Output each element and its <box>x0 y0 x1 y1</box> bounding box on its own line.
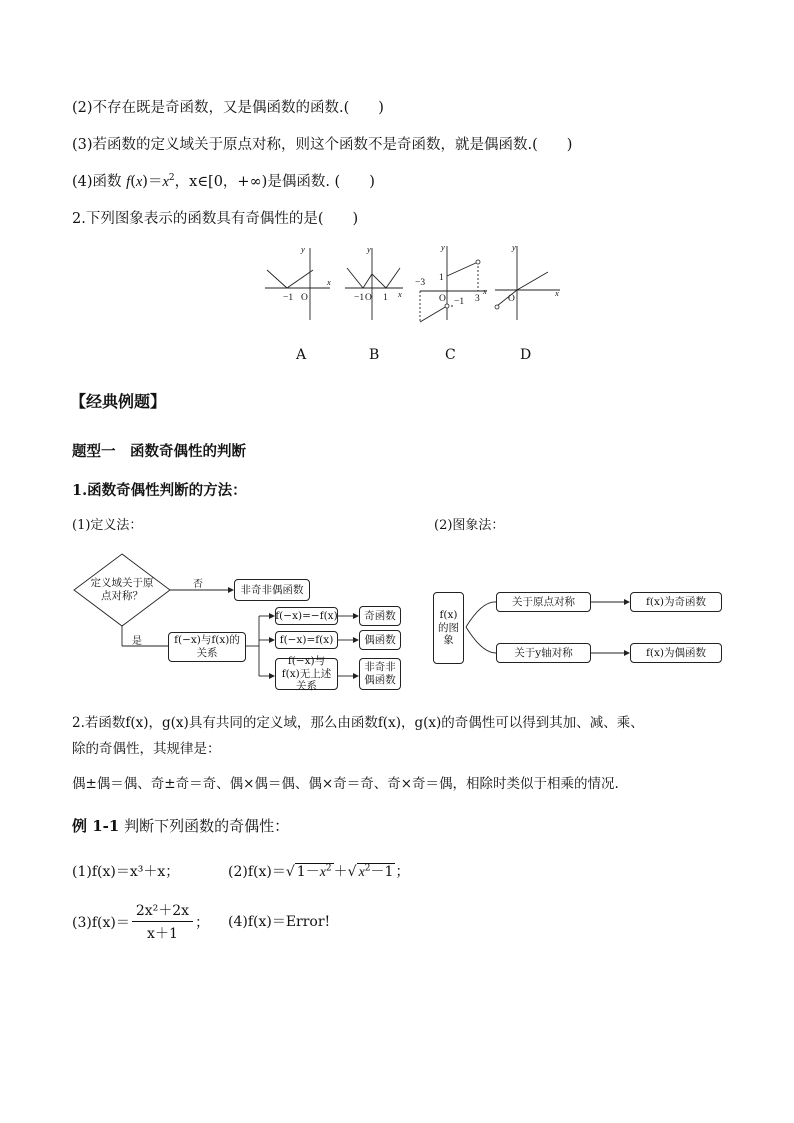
svg-text:O: O <box>439 294 446 304</box>
example-3-fraction <box>132 900 193 943</box>
graph-start-box: f(x)的图象 <box>433 592 464 664</box>
example-1: (1)f(x)＝x³＋x； <box>72 864 180 880</box>
svg-text:x: x <box>555 288 559 298</box>
example-number: 例 1-1 <box>72 817 120 835</box>
example-3-prefix: (3)f(x)＝ <box>72 914 130 931</box>
svg-text:y: y <box>441 242 445 252</box>
example-2: (2)f(x)＝√ $1-x^2$ ＋√ $x^2-1$ ； <box>228 863 410 880</box>
example-2-prefix: (2)f(x)＝ <box>228 864 286 880</box>
svg-text:O: O <box>508 294 515 304</box>
option-graphs <box>255 238 575 328</box>
definition-method-label: (1)定义法： <box>72 518 143 533</box>
example-3 <box>72 900 209 943</box>
option-c-label: C <box>445 347 456 363</box>
no-label: 否 <box>193 579 203 590</box>
svg-text:x: x <box>327 277 331 287</box>
condition-none-box: f(−x)与f(x)无上述关系 <box>275 658 338 690</box>
svg-text:−1: −1 <box>454 297 465 307</box>
question-4-suffix: ，x∈[0，+∞)是偶函数. ( ) <box>174 174 375 190</box>
example-instruction: 判断下列函数的奇偶性： <box>119 817 290 835</box>
not-odd-not-even-box: 非奇非偶函数 <box>234 579 310 601</box>
question-3: (3)若函数的定义域关于原点对称，则这个函数不是奇函数，就是偶函数.( ) <box>72 137 573 153</box>
question-4-formula: f <box>126 174 131 190</box>
option-b-label: B <box>369 347 380 363</box>
svg-text:y: y <box>367 244 371 254</box>
section-title: 【经典例题】 <box>70 392 167 411</box>
svg-text:O: O <box>301 293 308 303</box>
svg-text:−3: −3 <box>415 278 426 288</box>
svg-text:−1: −1 <box>354 293 365 303</box>
condition-odd-box: f(−x)=−f(x) <box>275 607 338 625</box>
option-d-label: D <box>520 347 532 363</box>
question-4-prefix: (4)函数 <box>72 174 127 190</box>
result-even-box: 偶函数 <box>359 630 401 650</box>
svg-text:x: x <box>483 286 487 296</box>
question-2-2: 2.下列图象表示的函数具有奇偶性的是( ) <box>72 211 359 227</box>
relation-box: f(−x)与f(x)的关系 <box>168 632 246 662</box>
fraction-numerator: 2x²＋2x <box>132 900 193 922</box>
option-a-label: A <box>296 347 307 363</box>
svg-text:y: y <box>512 242 516 252</box>
even-function-box: f(x)为偶函数 <box>630 643 722 663</box>
rule-line-3: 偶±偶＝偶、奇±奇＝奇、偶×偶＝偶、偶×奇＝奇、奇×奇＝偶，相除时类似于相乘的情况. <box>72 776 619 792</box>
svg-text:O: O <box>365 293 372 303</box>
graph-method-label: (2)图象法： <box>434 518 505 533</box>
svg-text:1: 1 <box>383 293 388 303</box>
rule-line-1: 2.若函数f(x)，g(x)具有共同的定义域，那么由函数f(x)，g(x)的奇偶性可以得到其加、减、乘、 <box>72 715 644 731</box>
svg-text:1: 1 <box>439 273 444 283</box>
domain-symmetric-decision: 定义域关于原点对称？ <box>90 577 154 602</box>
result-odd-box: 奇函数 <box>359 606 401 626</box>
origin-symmetric-box: 关于原点对称 <box>496 592 591 612</box>
rule-line-2: 除的奇偶性，其规律是： <box>72 741 221 757</box>
svg-text:−1: −1 <box>283 293 294 303</box>
odd-function-box: f(x)为奇函数 <box>630 592 722 612</box>
question-2: (2)不存在既是奇函数，又是偶函数的函数.( ) <box>72 100 384 116</box>
example-4: (4)f(x)＝Error! <box>228 914 331 930</box>
example-title <box>72 815 289 836</box>
svg-text:y: y <box>301 244 305 254</box>
condition-even-box: f(−x)=f(x) <box>275 631 338 649</box>
result-neither-box: 非奇非偶函数 <box>359 658 401 690</box>
y-axis-symmetric-box: 关于y轴对称 <box>496 643 591 663</box>
method-title: 1.函数奇偶性判断的方法： <box>72 482 247 499</box>
yes-label: 是 <box>132 636 142 647</box>
svg-text:x: x <box>398 289 402 299</box>
fraction-denominator: x＋1 <box>147 926 178 942</box>
question-4: (4)函数 $f(x)=x^2$，x∈[0，+∞)是偶函数. ( ) <box>72 173 375 190</box>
svg-text:3: 3 <box>475 294 480 304</box>
example-3-suffix: ； <box>195 914 210 931</box>
type1-title: 题型一 函数奇偶性的判断 <box>72 443 246 460</box>
